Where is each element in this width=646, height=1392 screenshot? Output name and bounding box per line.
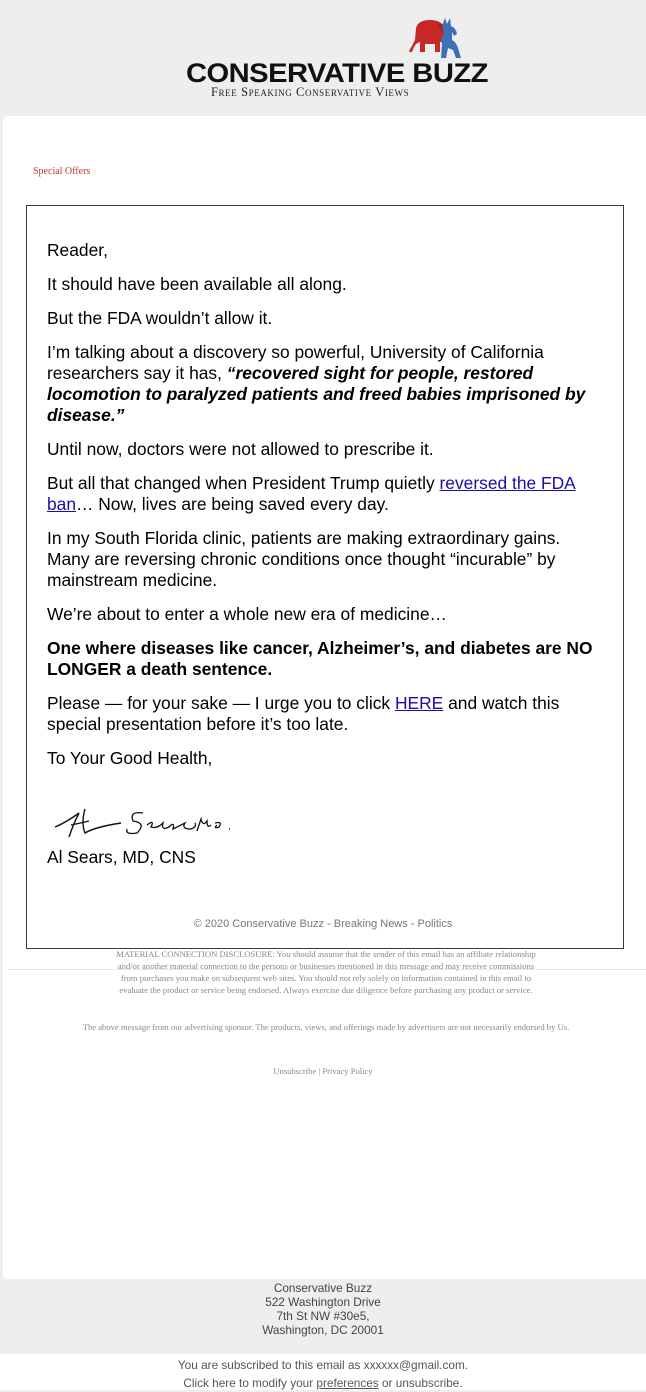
preferences-link[interactable]: preferences bbox=[316, 1376, 379, 1390]
elephant-donkey-icon bbox=[398, 18, 462, 60]
paragraph-text: I’m talking about a discovery so powerful, University of California researchers say it has, bbox=[47, 342, 544, 383]
signature-image bbox=[51, 797, 251, 847]
paragraph: We’re about to enter a whole new era of medicine… bbox=[47, 604, 447, 624]
quote-text: “recovered sight for people, restored locomotion to paralyzed patients and freed babies imprisoned by disease.” bbox=[47, 363, 586, 425]
link-separator: | bbox=[318, 1066, 321, 1076]
paragraph: Until now, doctors were not allowed to prescribe it. bbox=[47, 439, 434, 459]
paragraph bbox=[47, 473, 603, 515]
paragraph: In my South Florida clinic, patients are making extraordinary gains. Many are reversing chronic conditions once thought “incurable” by mainstream medicine. bbox=[47, 528, 561, 590]
paragraph-text: and watch this special presentation before it’s too late. bbox=[47, 693, 560, 734]
subscription-notice: You are subscribed to this email as xxxxxx@gmail.com. bbox=[177, 1358, 469, 1372]
paragraph: It should have been available all along. bbox=[47, 274, 347, 294]
logo-tagline: Free Speaking Conservative Views bbox=[211, 85, 410, 99]
subscription-manage bbox=[0, 1374, 646, 1392]
paragraph bbox=[47, 342, 603, 426]
address-line: 7th St NW #30e5, bbox=[276, 1309, 370, 1323]
paragraph: But the FDA wouldn’t allow it. bbox=[47, 308, 273, 328]
subscription-bar bbox=[0, 1354, 646, 1390]
logo-title: CONSERVATIVE BUZZ bbox=[186, 58, 488, 88]
privacy-policy-link[interactable]: Privacy Policy bbox=[322, 1066, 373, 1076]
address-company: Conservative Buzz bbox=[273, 1281, 373, 1295]
fda-ban-link[interactable]: reversed the FDA ban bbox=[47, 473, 576, 514]
postal-address bbox=[0, 1281, 646, 1337]
copyright: © 2020 Conservative Buzz - Breaking News - Politics bbox=[193, 918, 453, 930]
footer-links bbox=[0, 1066, 646, 1076]
address-line: Washington, DC 20001 bbox=[262, 1323, 384, 1337]
unsubscribe-link[interactable]: Unsubscribe bbox=[273, 1066, 317, 1076]
signer-name: Al Sears, MD, CNS bbox=[47, 847, 196, 867]
material-disclosure: MATERIAL CONNECTION DISCLOSURE: You should assume that the sender of this email has an affiliate relationship and/or another material connection to the persons or businesses mentioned in this message and may receive commissions from purchases you make on subsequent web sites. You should not rely solely on information contained in this email to evaluate the product or service being endorsed. Always exercise due diligence before purchasing any product or service. bbox=[116, 949, 536, 995]
conservative-buzz-logo[interactable] bbox=[184, 18, 488, 100]
here-link[interactable]: HERE bbox=[394, 693, 444, 713]
paragraph-text: Please — for your sake — I urge you to click bbox=[47, 693, 395, 713]
letter-body bbox=[26, 205, 624, 949]
bold-paragraph: One where diseases like cancer, Alzheimer’s, and diabetes are NO LONGER a death sentence. bbox=[47, 638, 593, 679]
manage-text: Click here to modify your bbox=[183, 1376, 317, 1390]
manage-text: or unsubscribe. bbox=[378, 1376, 463, 1390]
closing: To Your Good Health, bbox=[47, 748, 213, 768]
paragraph bbox=[47, 693, 603, 735]
address-line: 522 Washington Drive bbox=[265, 1295, 381, 1309]
signature bbox=[51, 797, 603, 847]
paragraph-text: But all that changed when President Trump quietly bbox=[47, 473, 440, 493]
email-card bbox=[3, 116, 646, 1279]
email-header bbox=[0, 0, 646, 116]
sponsor-notice: The above message from our advertising sponsor. The products, views, and offerings made by advertisers are not necessarily endorsed by Us. bbox=[82, 1022, 570, 1032]
greeting: Reader, bbox=[47, 240, 108, 260]
paragraph-text: … Now, lives are being saved every day. bbox=[76, 494, 389, 514]
special-offers-label: Special Offers bbox=[33, 166, 91, 177]
